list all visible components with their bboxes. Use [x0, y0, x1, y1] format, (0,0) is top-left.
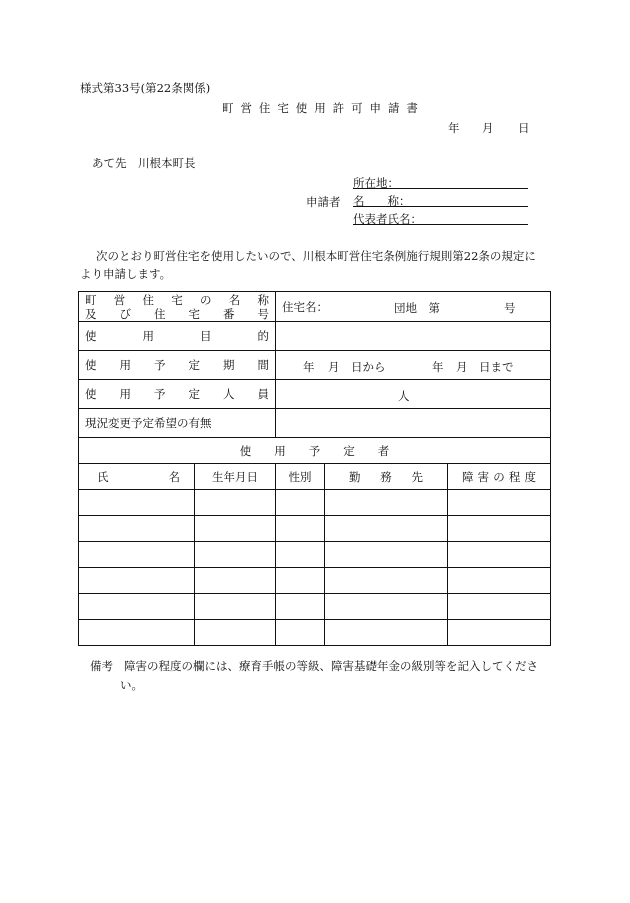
- period-month1: 月: [328, 360, 340, 374]
- body-text-line2: より申請します。: [80, 267, 172, 281]
- char: 障: [462, 469, 474, 484]
- user-name-cell[interactable]: [79, 516, 195, 542]
- char: 員: [257, 387, 269, 401]
- col-birthdate: 生年月日: [195, 464, 276, 490]
- char: 番: [223, 306, 235, 321]
- user-name-cell[interactable]: [79, 490, 195, 516]
- label-housing-line1: [85, 293, 269, 307]
- label-housing-line2: [85, 307, 269, 321]
- col-name-wrap: [85, 469, 188, 485]
- applicant-address-field[interactable]: [353, 188, 528, 189]
- user-gender-cell[interactable]: [276, 490, 325, 516]
- label-change: 現況変更予定希望の有無: [79, 409, 276, 438]
- label-period: [79, 351, 276, 380]
- char: 号: [257, 306, 269, 321]
- char: 営: [113, 292, 126, 307]
- count-field[interactable]: [276, 380, 551, 409]
- label-count: [79, 380, 276, 409]
- applicant-label: 申請者: [306, 195, 341, 209]
- char: 町: [85, 292, 97, 307]
- char: 使: [85, 329, 97, 343]
- col-workplace-text: [331, 469, 441, 485]
- user-disability-cell[interactable]: [448, 542, 551, 568]
- user-row: [79, 490, 551, 516]
- char: 請: [387, 101, 400, 115]
- char: 使: [295, 101, 308, 115]
- char: 間: [257, 358, 269, 372]
- char: 許: [332, 101, 345, 115]
- date-month: 月: [482, 121, 494, 135]
- char: 用: [119, 358, 131, 372]
- user-birthdate-cell[interactable]: [195, 620, 276, 646]
- applicant-representative-label: 代表者氏名：: [353, 212, 422, 226]
- char: 可: [351, 101, 363, 115]
- period-field[interactable]: [276, 351, 551, 380]
- applicant-name-field[interactable]: [353, 206, 528, 207]
- char: 程: [508, 469, 521, 484]
- char: 的: [257, 329, 269, 343]
- user-birthdate-cell[interactable]: [195, 542, 276, 568]
- date-day: 日: [518, 121, 530, 135]
- housing-name-label: 住宅名：: [282, 299, 328, 314]
- purpose-field[interactable]: [276, 322, 551, 351]
- housing-number-label: 号: [504, 301, 516, 315]
- char: 勤: [349, 469, 361, 484]
- user-disability-cell[interactable]: [448, 490, 551, 516]
- char: 用: [119, 387, 131, 401]
- period-month2: 月: [456, 360, 468, 374]
- col-name-b: 名: [168, 469, 180, 484]
- user-gender-cell[interactable]: [276, 568, 325, 594]
- char: び: [119, 306, 131, 321]
- char: 予: [154, 387, 166, 401]
- user-row: [79, 568, 551, 594]
- label-purpose-text: [85, 328, 269, 344]
- user-workplace-cell[interactable]: [325, 594, 448, 620]
- row-column-headers: [79, 464, 551, 490]
- application-table: [78, 291, 551, 646]
- addressee: あて先 川根本町長: [92, 156, 196, 170]
- char: 宅: [171, 292, 183, 307]
- col-gender: 性別: [276, 464, 325, 490]
- char: 住: [154, 306, 166, 321]
- user-name-cell[interactable]: [79, 620, 195, 646]
- char: 申: [369, 101, 381, 115]
- user-disability-cell[interactable]: [448, 594, 551, 620]
- char: 営: [240, 101, 252, 115]
- char: 目: [200, 329, 212, 343]
- char: 度: [524, 469, 536, 484]
- char: 使: [85, 387, 97, 401]
- form-number: 様式第33号(第22条関係): [80, 81, 211, 95]
- char: 先: [411, 469, 423, 484]
- notes-line1: 障害の程度の欄には、療育手帳の等級、障害基礎年金の級別等を記入してくださ: [124, 659, 538, 673]
- notes-line2: い。: [120, 678, 143, 692]
- char: 定: [188, 387, 200, 401]
- count-unit: 人: [398, 389, 410, 403]
- user-birthdate-cell[interactable]: [195, 516, 276, 542]
- user-workplace-cell[interactable]: [325, 516, 448, 542]
- user-disability-cell[interactable]: [448, 516, 551, 542]
- user-name-cell[interactable]: [79, 568, 195, 594]
- char: 予: [154, 358, 166, 372]
- col-name-a: 氏: [97, 469, 109, 484]
- char: 害: [477, 469, 490, 484]
- char: 町: [222, 101, 234, 115]
- char: 用: [314, 101, 326, 115]
- label-period-text: [85, 357, 269, 373]
- char: 住: [142, 292, 154, 307]
- label-housing: [79, 292, 276, 322]
- label-count-text: [85, 386, 269, 402]
- char: の: [493, 469, 505, 484]
- row-count: [79, 380, 551, 409]
- user-name-cell[interactable]: [79, 542, 195, 568]
- user-birthdate-cell[interactable]: [195, 568, 276, 594]
- notes-label: 備考: [90, 659, 113, 673]
- user-gender-cell[interactable]: [276, 594, 325, 620]
- row-users-heading: [79, 438, 551, 464]
- label-purpose: [79, 322, 276, 351]
- user-workplace-cell[interactable]: [325, 568, 448, 594]
- user-workplace-cell[interactable]: [325, 620, 448, 646]
- col-disability-text: [454, 469, 544, 485]
- char: 定: [188, 358, 200, 372]
- user-row: [79, 594, 551, 620]
- char: の: [200, 292, 212, 307]
- applicant-address-label: 所在地：: [353, 176, 399, 190]
- char: 期: [223, 358, 235, 372]
- user-birthdate-cell[interactable]: [195, 490, 276, 516]
- date-year: 年: [448, 121, 460, 135]
- char: 及: [85, 306, 97, 321]
- user-birthdate-cell[interactable]: [195, 594, 276, 620]
- form-title: [222, 100, 418, 116]
- char: 用: [142, 329, 154, 343]
- row-housing: [79, 292, 551, 322]
- user-gender-cell[interactable]: [276, 620, 325, 646]
- applicant-representative-field[interactable]: [353, 224, 528, 225]
- char: 使: [85, 358, 97, 372]
- char: 書: [406, 101, 418, 115]
- char: 宅: [277, 101, 289, 115]
- period-until: 日まで: [479, 360, 514, 374]
- user-disability-cell[interactable]: [448, 620, 551, 646]
- user-gender-cell[interactable]: [276, 516, 325, 542]
- char: 宅: [188, 306, 200, 321]
- users-heading: 使 用 予 定 者: [79, 438, 551, 464]
- body-text-line1: 次のとおり町営住宅を使用したいので、川根本町営住宅条例施行規則第22条の規定に: [96, 249, 536, 263]
- housing-field[interactable]: [276, 292, 551, 322]
- user-row: [79, 620, 551, 646]
- col-name: [79, 464, 195, 490]
- user-row: [79, 542, 551, 568]
- user-row: [79, 516, 551, 542]
- row-period: [79, 351, 551, 380]
- col-workplace: [325, 464, 448, 490]
- user-disability-cell[interactable]: [448, 568, 551, 594]
- row-change: [79, 409, 551, 438]
- row-purpose: [79, 322, 551, 351]
- user-gender-cell[interactable]: [276, 542, 325, 568]
- period-year2: 年: [432, 360, 444, 374]
- char: 人: [223, 387, 235, 401]
- user-workplace-cell[interactable]: [325, 490, 448, 516]
- char: 称: [257, 292, 269, 307]
- user-workplace-cell[interactable]: [325, 542, 448, 568]
- char: 名: [228, 292, 241, 307]
- user-name-cell[interactable]: [79, 594, 195, 620]
- period-year1: 年: [303, 360, 315, 374]
- char: 住: [258, 101, 271, 115]
- applicant-name-label: 名 称：: [353, 194, 411, 208]
- col-disability: [448, 464, 551, 490]
- housing-complex-label: 団地 第: [394, 301, 440, 315]
- change-field[interactable]: [276, 409, 551, 438]
- period-from: 日から: [351, 360, 386, 374]
- char: 務: [380, 469, 392, 484]
